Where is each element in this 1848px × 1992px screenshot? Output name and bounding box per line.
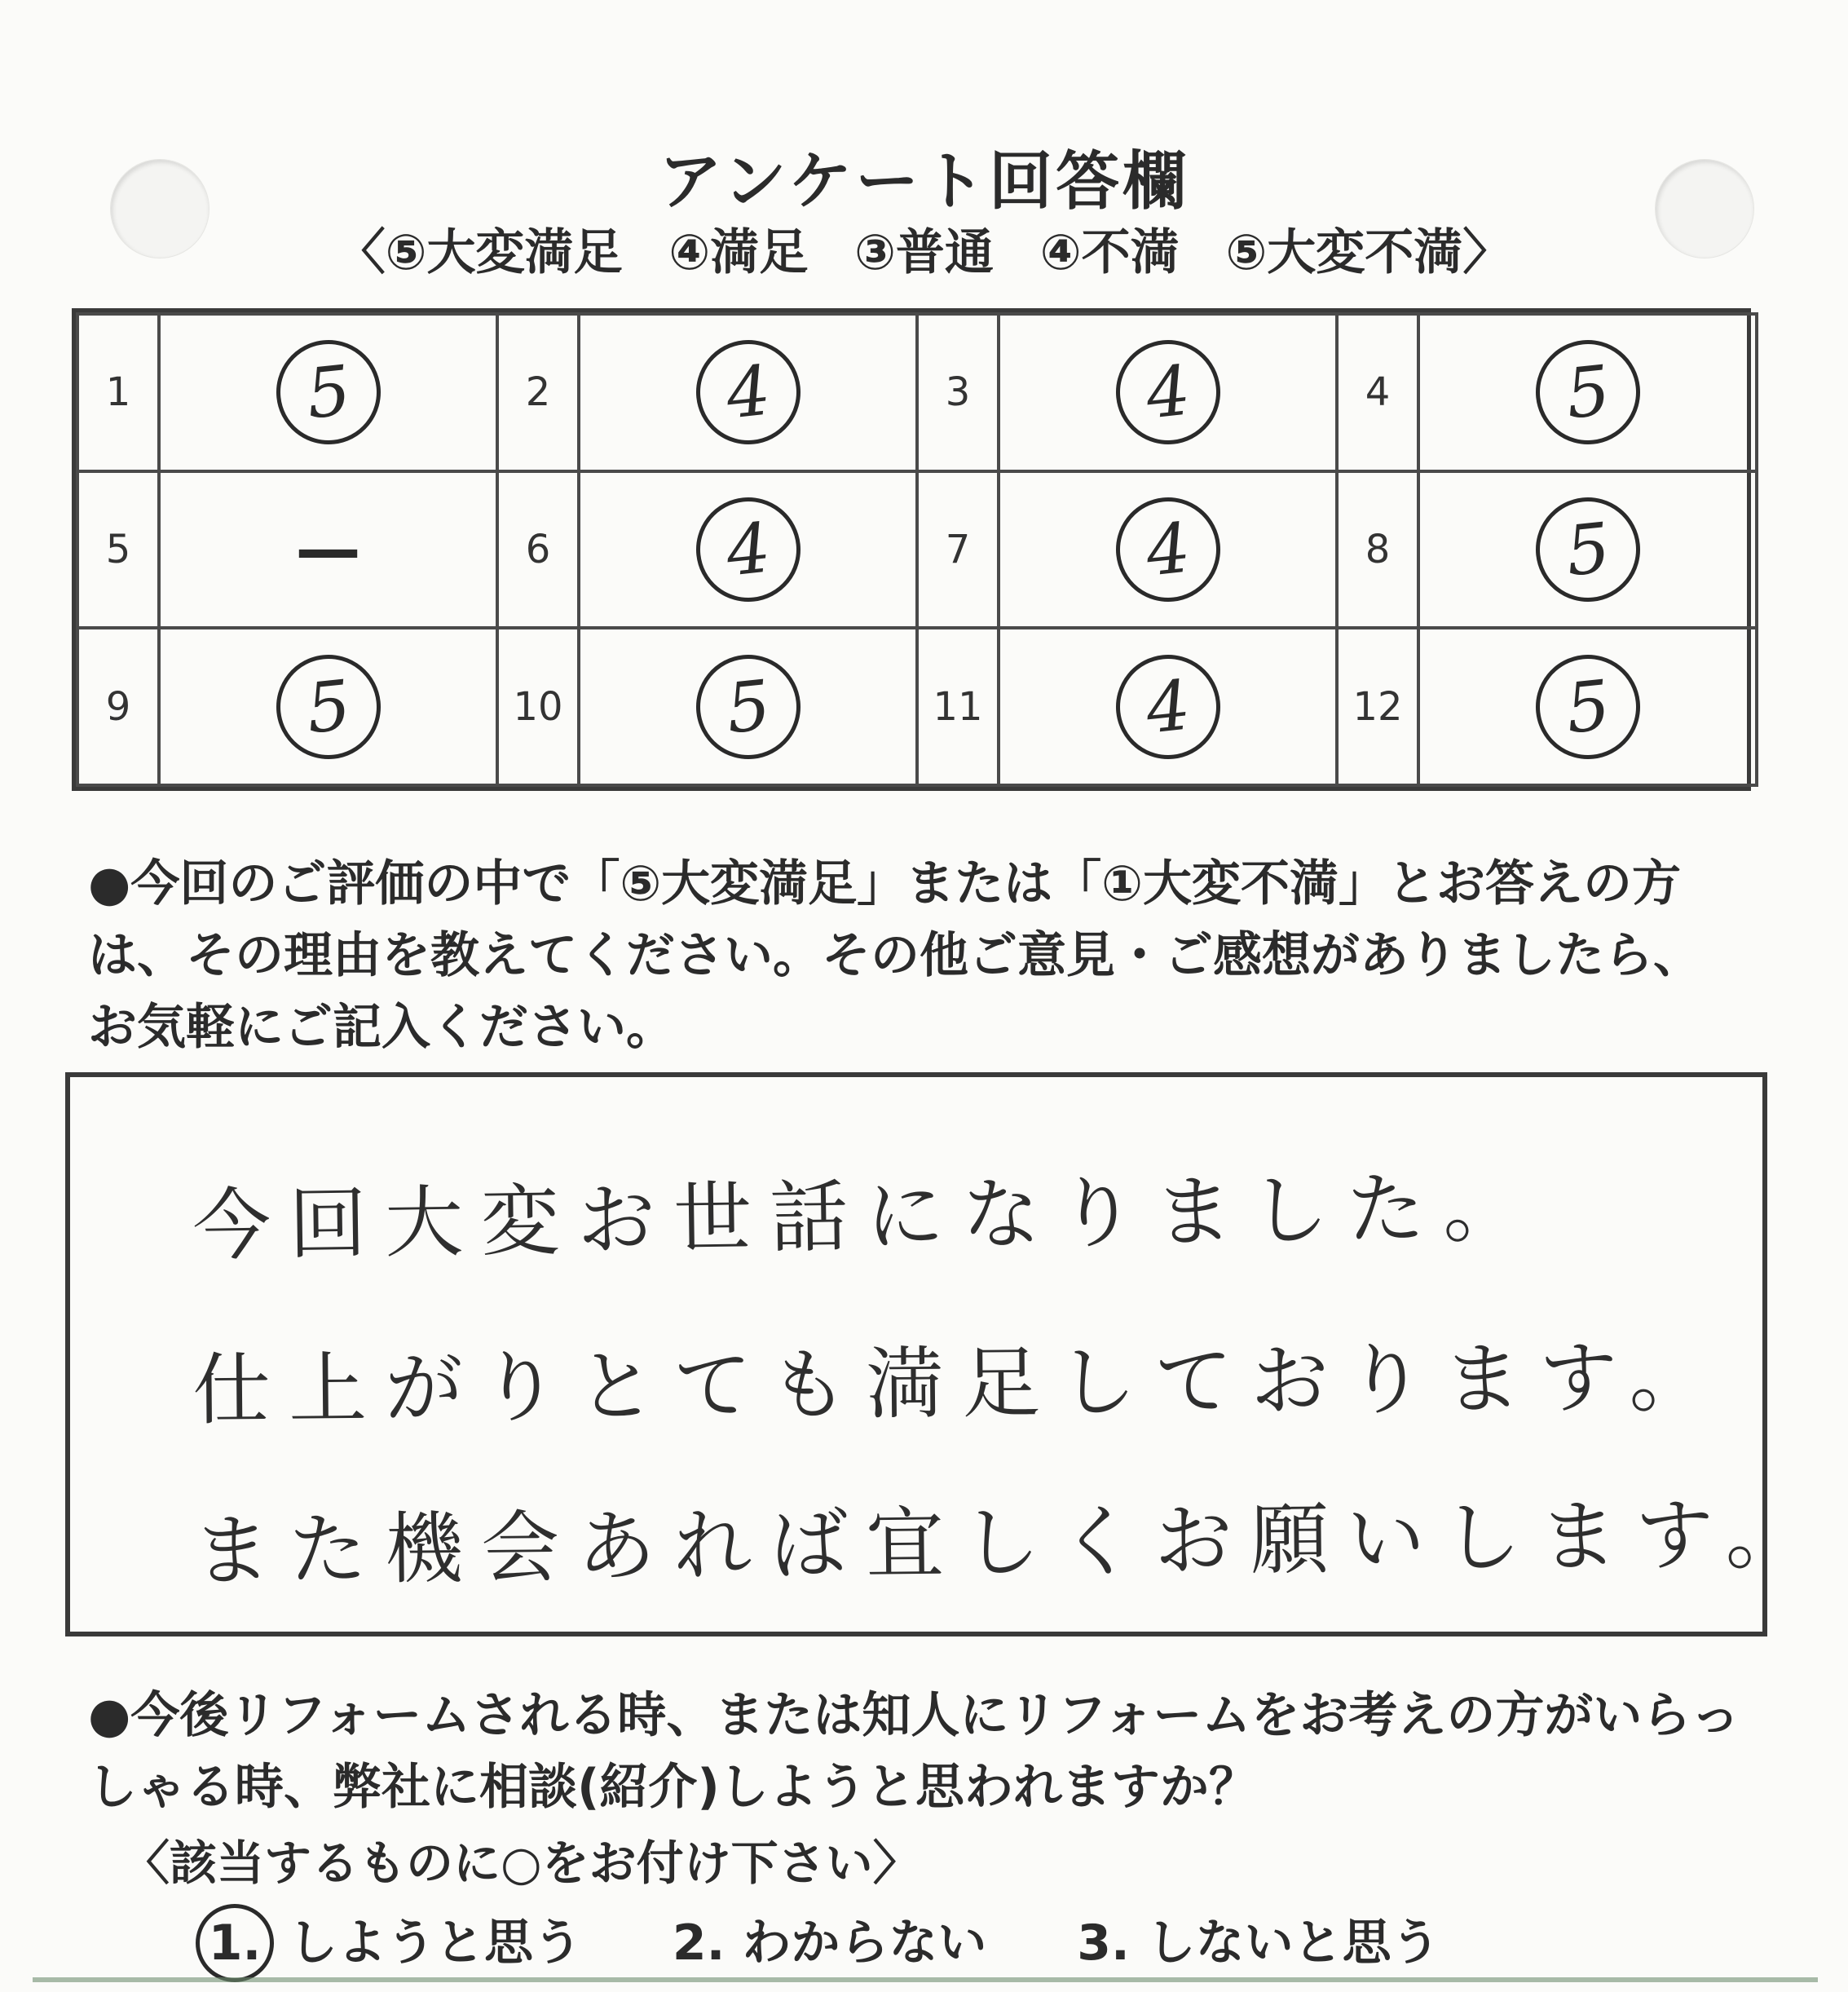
circled-answer: 4	[1110, 335, 1225, 450]
question-number: 7	[917, 471, 999, 629]
circled-answer: 5	[1530, 492, 1645, 607]
choice-label: しようと思う	[289, 1915, 582, 1972]
question-number: 12	[1337, 628, 1418, 785]
question-number: 9	[77, 628, 159, 785]
question-number: 10	[497, 628, 579, 785]
circled-answer: 4	[690, 492, 805, 607]
answer-cell[interactable]	[999, 471, 1337, 629]
circled-answer: 5	[690, 649, 805, 764]
circled-answer: 4	[1110, 649, 1225, 764]
question-number: 4	[1337, 314, 1418, 471]
question-number: 8	[1337, 471, 1418, 629]
comment-line: 仕上がりとても満足しております。	[192, 1331, 1726, 1437]
answer-cell[interactable]	[579, 628, 917, 785]
legend-item: ③普通	[854, 224, 994, 281]
question-number: 3	[917, 314, 999, 471]
answer-cell[interactable]	[579, 471, 917, 629]
answer-cell[interactable]	[999, 314, 1337, 471]
answer-cell[interactable]	[1418, 314, 1757, 471]
comment-line: 今回大変お世話になりました。	[192, 1161, 1540, 1272]
choice-label: わからない	[742, 1915, 987, 1972]
dash-answer: —	[295, 511, 361, 588]
circled-answer: 5	[1530, 335, 1645, 450]
circled-answer: 4	[690, 335, 805, 450]
answer-cell[interactable]	[1418, 628, 1757, 785]
question-number: 1	[77, 314, 159, 471]
legend-item: ⑤大変不満〉	[1225, 224, 1512, 281]
answer-cell[interactable]	[159, 628, 497, 785]
legend-item: 〈⑤大変満足	[336, 224, 623, 281]
rating-legend	[0, 214, 1848, 284]
choice-number: 2.	[672, 1915, 726, 1972]
legend-item: ④満足	[668, 224, 809, 281]
legend-item: ④不満	[1039, 224, 1180, 281]
choice-option[interactable]	[1077, 1904, 1440, 1974]
choice-number: 1.	[196, 1904, 274, 1982]
circled-answer: 4	[1110, 492, 1225, 607]
answer-cell[interactable]	[159, 314, 497, 471]
answer-cell[interactable]	[1418, 471, 1757, 629]
answer-cell[interactable]	[999, 628, 1337, 785]
question-referral: ●今後リフォームされる時、または知人にリフォームをお考えの方がいらっしゃる時、弊社に相談(紹介)しようと思われますか？	[88, 1687, 1740, 1816]
question-number: 11	[917, 628, 999, 785]
answer-cell[interactable]	[159, 471, 497, 629]
circled-answer: 5	[271, 649, 386, 764]
rating-grid	[72, 308, 1751, 791]
survey-title: アンケート回答欄	[658, 145, 1190, 219]
choice-option[interactable]	[196, 1904, 582, 1982]
circled-answer: 5	[1530, 649, 1645, 764]
answer-cell[interactable]	[579, 314, 917, 471]
comment-line: また機会あれば宜しくお願いします。	[192, 1488, 1822, 1597]
circled-answer: 5	[271, 335, 386, 450]
question-number: 2	[497, 314, 579, 471]
choice-label: しないと思う	[1146, 1915, 1440, 1972]
choice-option[interactable]	[673, 1904, 986, 1974]
choice-number: 3.	[1077, 1915, 1130, 1972]
question-number: 5	[77, 471, 159, 629]
question-reason: ●今回のご評価の中で「⑤大変満足」または「①大変不満」とお答えの方は、その理由を教えてください。その他ご意見・ご感想がありましたら、お気軽にご記入ください。	[88, 855, 1702, 1056]
referral-choices	[196, 1904, 1514, 1982]
comment-box[interactable]	[65, 1072, 1822, 1636]
question-number: 6	[497, 471, 579, 629]
instruction: 〈該当するものに○をお付け下さい〉	[122, 1835, 920, 1891]
bottom-edge-line	[33, 1977, 1818, 1982]
